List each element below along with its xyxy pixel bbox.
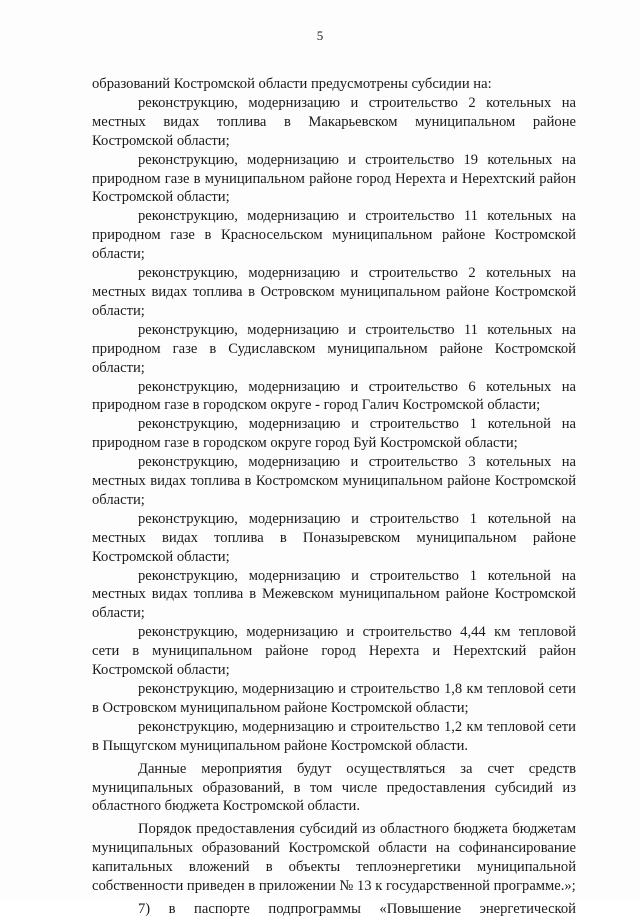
paragraph-item: реконструкцию, модернизацию и строительство 2 котельных на местных видах топлива в Макарьевском муниципальном районе Костромской области; [92,94,576,149]
paragraph-item: реконструкцию, модернизацию и строительство 1 котельной на местных видах топлива в Межевском муниципальном районе Костромской области; [92,567,576,622]
paragraph-item: реконструкцию, модернизацию и строительство 1,2 км тепловой сети в Пыщугском муниципальном районе Костромской области. [92,718,576,754]
paragraph-item: реконструкцию, модернизацию и строительство 3 котельных на местных видах топлива в Костромском муниципальном районе Костромской области; [92,454,576,508]
paragraph-procedure: Порядок предоставления субсидий из областного бюджета бюджетам муниципальных образований Костромской области на софинансирование капитальных вложений в объекты теплоэнергетики муниципальной собственности приведен в приложении № 13 к государственной программе.»; [92,821,576,895]
paragraph-item: реконструкцию, модернизацию и строительство 11 котельных на природном газе в Красносельском муниципальном районе Костромской области; [92,208,576,263]
paragraph-item: реконструкцию, модернизацию и строительство 2 котельных на местных видах топлива в Островском муниципальном районе Костромской области; [92,265,576,319]
paragraph-item: реконструкцию, модернизацию и строительство 1 котельной на местных видах топлива в Поназыревском муниципальном районе Костромской области; [92,510,576,565]
paragraph-item: реконструкцию, модернизацию и строительство 6 котельных на природном газе в городском округе - город Галич Костромской области; [92,378,576,414]
document-body [92,75,576,919]
paragraph-funding: Данные мероприятия будут осуществляться за счет средств муниципальных образований, в том числе предоставления субсидий из областного бюджета Костромской области. [92,760,576,815]
paragraph-item: реконструкцию, модернизацию и строительство 1,8 км тепловой сети в Островском муниципальном районе Костромской области; [92,681,576,716]
paragraph-item: реконструкцию, модернизацию и строительство 1 котельной на природном газе в городском округе город Буй Костромской области; [92,416,576,452]
paragraph-item: реконструкцию, модернизацию и строительство 19 котельных на природном газе в муниципальном районе город Нерехта и Нерехтский район Костромской области; [92,151,576,206]
paragraph-item: реконструкцию, модернизацию и строительство 4,44 км тепловой сети в муниципальном районе город Нерехта и Нерехтский район Костромской области; [92,624,576,679]
paragraph-intro: образований Костромской области предусмотрены субсидии на: [92,76,492,92]
paragraph-item: реконструкцию, модернизацию и строительство 11 котельных на природном газе в Судиславском муниципальном районе Костромской области; [92,321,576,376]
paragraph-item-7: 7) в паспорте подпрограммы «Повышение энергетической [138,900,576,917]
page-number: 5 [316,28,324,43]
